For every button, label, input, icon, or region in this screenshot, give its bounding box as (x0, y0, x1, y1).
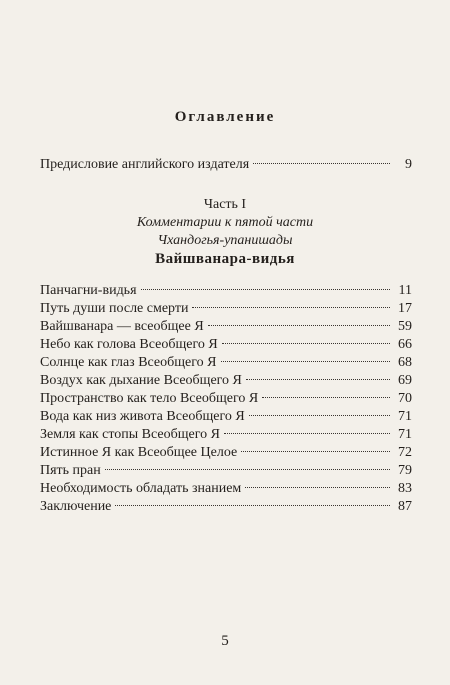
toc-entry (40, 480, 412, 498)
toc-entry-page: 87 (398, 499, 412, 514)
toc-entry-page: 69 (398, 373, 412, 388)
dot-leader (245, 487, 390, 488)
toc-entry-page: 68 (398, 355, 412, 370)
page-number: 5 (221, 633, 229, 649)
toc-entry-page: 70 (398, 391, 412, 406)
toc-entry-page: 71 (398, 427, 412, 442)
dot-leader (249, 415, 390, 416)
toc-entry-label: Истинное Я как Всеобщее Целое (40, 445, 238, 460)
part-number: Часть I (203, 197, 247, 212)
toc-entry-label: Вода как низ живота Всеобщего Я (40, 409, 245, 424)
part-title: Вайшванара-видья (155, 251, 295, 267)
dot-leader (115, 505, 390, 506)
toc-entry-label: Пространство как тело Всеобщего Я (40, 391, 259, 406)
toc-entry-page: 72 (398, 445, 412, 460)
dot-leader (224, 433, 390, 434)
toc-entry-page: 71 (398, 409, 412, 424)
toc-entry (40, 354, 412, 372)
toc-entry-page: 79 (398, 463, 412, 478)
toc-entry-label: Необходимость обладать знанием (40, 481, 242, 496)
toc-entry (40, 282, 412, 300)
toc-entry (40, 372, 412, 390)
toc-entry (40, 498, 412, 516)
toc-entry-label: Заключение (40, 499, 112, 514)
dot-leader (262, 397, 390, 398)
toc-entry (40, 318, 412, 336)
dot-leader (105, 469, 390, 470)
toc-entry-page: 17 (398, 301, 412, 316)
toc-entry (40, 426, 412, 444)
toc-entry-label: Вайшванара — всеобщее Я (40, 319, 204, 334)
dot-leader (222, 343, 390, 344)
dot-leader (208, 325, 390, 326)
part-subtitle-1: Комментарии к пятой части (136, 215, 314, 230)
toc-entry-label: Предисловие английского издателя (40, 157, 250, 172)
toc-entry (40, 444, 412, 462)
toc-entry-label: Воздух как дыхание Всеобщего Я (40, 373, 242, 388)
toc-entry (40, 390, 412, 408)
toc-entry-label: Панчагни-видья (40, 283, 137, 298)
part-subtitle-2: Чхандогья-упанишады (157, 233, 293, 248)
dot-leader (192, 307, 390, 308)
toc-entry (40, 462, 412, 480)
toc-entry-label: Земля как стопы Всеобщего Я (40, 427, 220, 442)
toc-entry-page: 11 (398, 283, 412, 298)
dot-leader (221, 361, 391, 362)
dot-leader (246, 379, 390, 380)
dot-leader (253, 163, 390, 164)
toc-entry (40, 300, 412, 318)
dot-leader (141, 289, 390, 290)
toc-entry-label: Путь души после смерти (40, 301, 189, 316)
toc-entry-label: Небо как голова Всеобщего Я (40, 337, 218, 352)
toc-entry-label: Солнце как глаз Всеобщего Я (40, 355, 217, 370)
toc-entry-label: Пять пран (40, 463, 101, 478)
toc-entry-page: 9 (405, 157, 412, 172)
toc-entry (40, 408, 412, 426)
toc-entry-page: 66 (398, 337, 412, 352)
toc-entry-page: 83 (398, 481, 412, 496)
toc-entry (40, 336, 412, 354)
toc-entry-preface (40, 156, 412, 174)
toc-title: Оглавление (174, 109, 276, 125)
toc-entry-page: 59 (398, 319, 412, 334)
dot-leader (241, 451, 390, 452)
